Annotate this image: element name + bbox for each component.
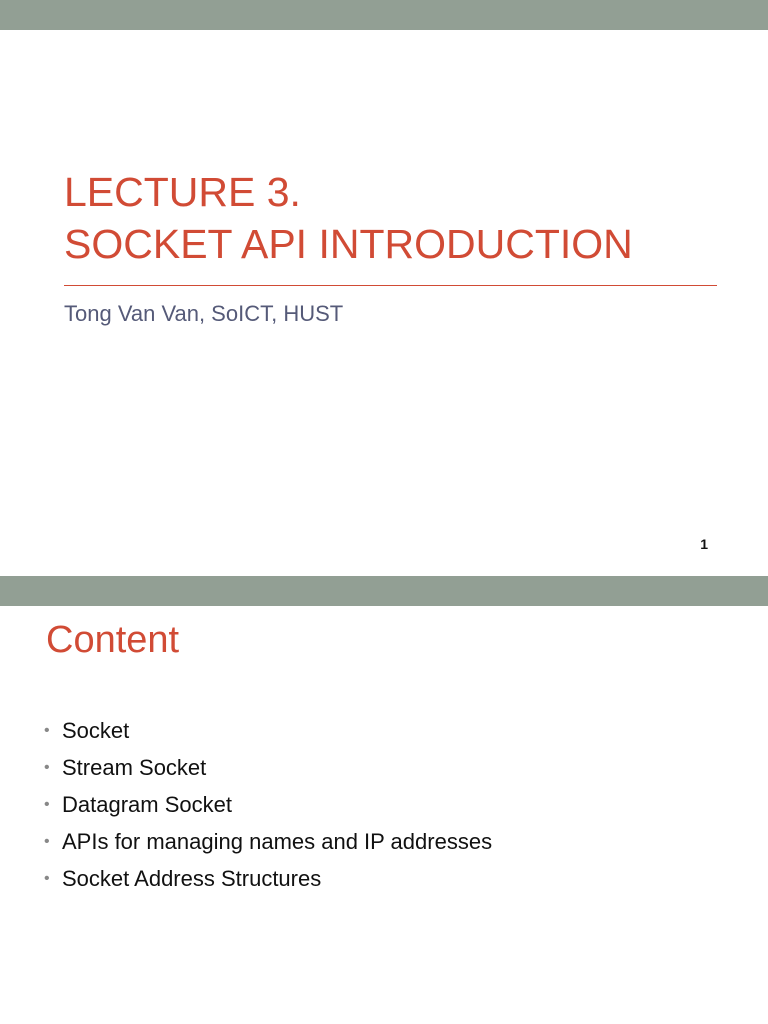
bullet-list bbox=[44, 712, 492, 897]
title-divider bbox=[64, 285, 717, 286]
slide-title bbox=[64, 166, 724, 270]
bullet-icon: • bbox=[44, 870, 50, 887]
list-item-text: Stream Socket bbox=[62, 755, 207, 780]
list-item-text: Socket bbox=[62, 718, 130, 743]
list-item-text: Datagram Socket bbox=[62, 792, 232, 817]
title-line-1: LECTURE 3. bbox=[64, 169, 301, 215]
list-item bbox=[44, 786, 492, 823]
content-title: Content bbox=[46, 619, 180, 661]
list-item bbox=[44, 749, 492, 786]
slide-subtitle: Tong Van Van, SoICT, HUST bbox=[64, 301, 344, 326]
list-item-text: Socket Address Structures bbox=[62, 866, 322, 891]
bullet-icon: • bbox=[44, 796, 50, 813]
bullet-icon: • bbox=[44, 833, 50, 850]
page-number: 1 bbox=[700, 536, 708, 552]
content-slide bbox=[0, 576, 768, 1024]
top-bar bbox=[0, 576, 768, 606]
list-item bbox=[44, 860, 492, 897]
top-bar bbox=[0, 0, 768, 30]
list-item-text: APIs for managing names and IP addresses bbox=[62, 829, 493, 854]
list-item bbox=[44, 712, 492, 749]
bullet-icon: • bbox=[44, 722, 50, 739]
title-line-2: SOCKET API INTRODUCTION bbox=[64, 221, 633, 267]
bullet-icon: • bbox=[44, 759, 50, 776]
list-item bbox=[44, 823, 492, 860]
